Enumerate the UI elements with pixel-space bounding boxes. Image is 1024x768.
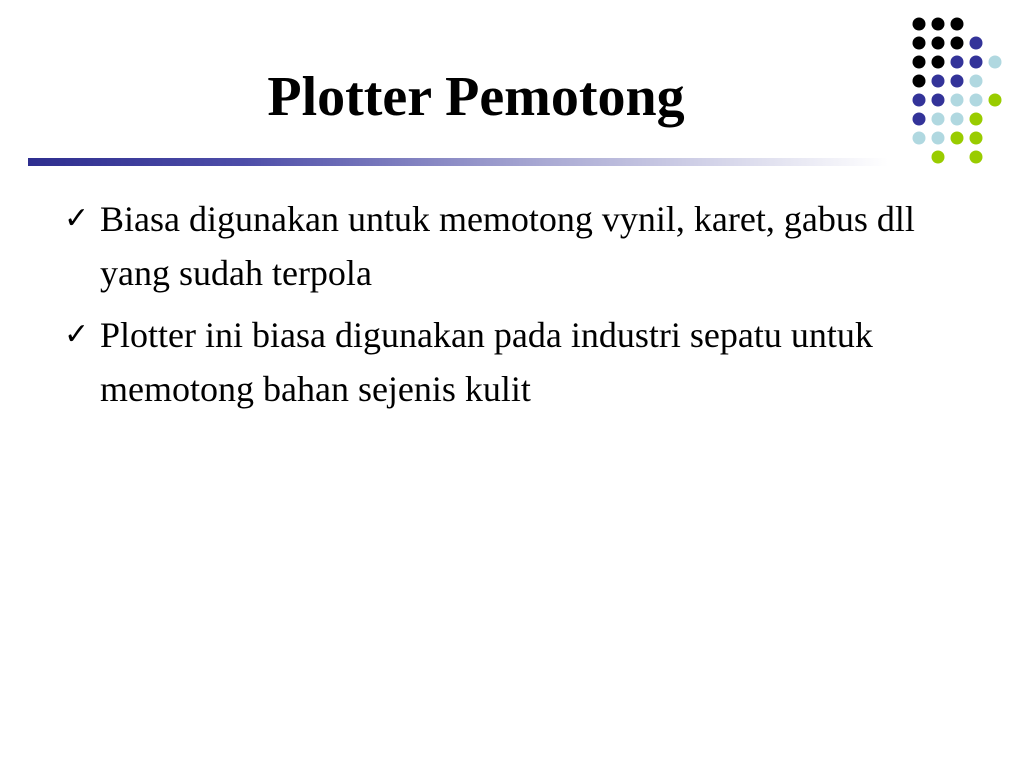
decorative-dot <box>951 56 964 69</box>
decorative-dot <box>989 94 1002 107</box>
decorative-dot <box>951 94 964 107</box>
slide-title: Plotter Pemotong <box>267 66 685 128</box>
check-mark-icon: ✓ <box>64 201 90 236</box>
decorative-dot <box>970 132 983 145</box>
bullet-item <box>64 308 964 416</box>
decorative-dot <box>913 132 926 145</box>
decorative-dot <box>970 94 983 107</box>
decorative-dot <box>913 113 926 126</box>
bullet-item <box>64 192 964 300</box>
decorative-dot <box>951 132 964 145</box>
decorative-dot <box>932 18 945 31</box>
decorative-dot <box>913 56 926 69</box>
decorative-dot <box>970 37 983 50</box>
title-divider <box>28 158 888 166</box>
decorative-dot <box>951 37 964 50</box>
decorative-dot <box>951 113 964 126</box>
bullet-text: Biasa digunakan untuk memotong vynil, karet, gabus dll yang sudah terpola <box>100 199 915 293</box>
decorative-dot <box>970 75 983 88</box>
decorative-dot <box>932 151 945 164</box>
decorative-dot <box>932 56 945 69</box>
decorative-dot <box>913 37 926 50</box>
decorative-dot-grid <box>904 10 1014 166</box>
check-mark-icon: ✓ <box>64 317 90 352</box>
bullet-text: Plotter ini biasa digunakan pada industri sepatu untuk memotong bahan sejenis kulit <box>100 315 873 409</box>
decorative-dot <box>932 94 945 107</box>
decorative-dot <box>932 132 945 145</box>
decorative-dot <box>932 75 945 88</box>
decorative-dot <box>932 37 945 50</box>
decorative-dot <box>932 113 945 126</box>
decorative-dot <box>970 56 983 69</box>
decorative-dot <box>951 75 964 88</box>
decorative-dot <box>970 151 983 164</box>
decorative-dot <box>913 18 926 31</box>
bullet-list <box>64 192 964 424</box>
decorative-dot <box>951 18 964 31</box>
decorative-dot <box>913 75 926 88</box>
decorative-dot <box>970 113 983 126</box>
decorative-dot <box>913 94 926 107</box>
decorative-dot <box>989 56 1002 69</box>
